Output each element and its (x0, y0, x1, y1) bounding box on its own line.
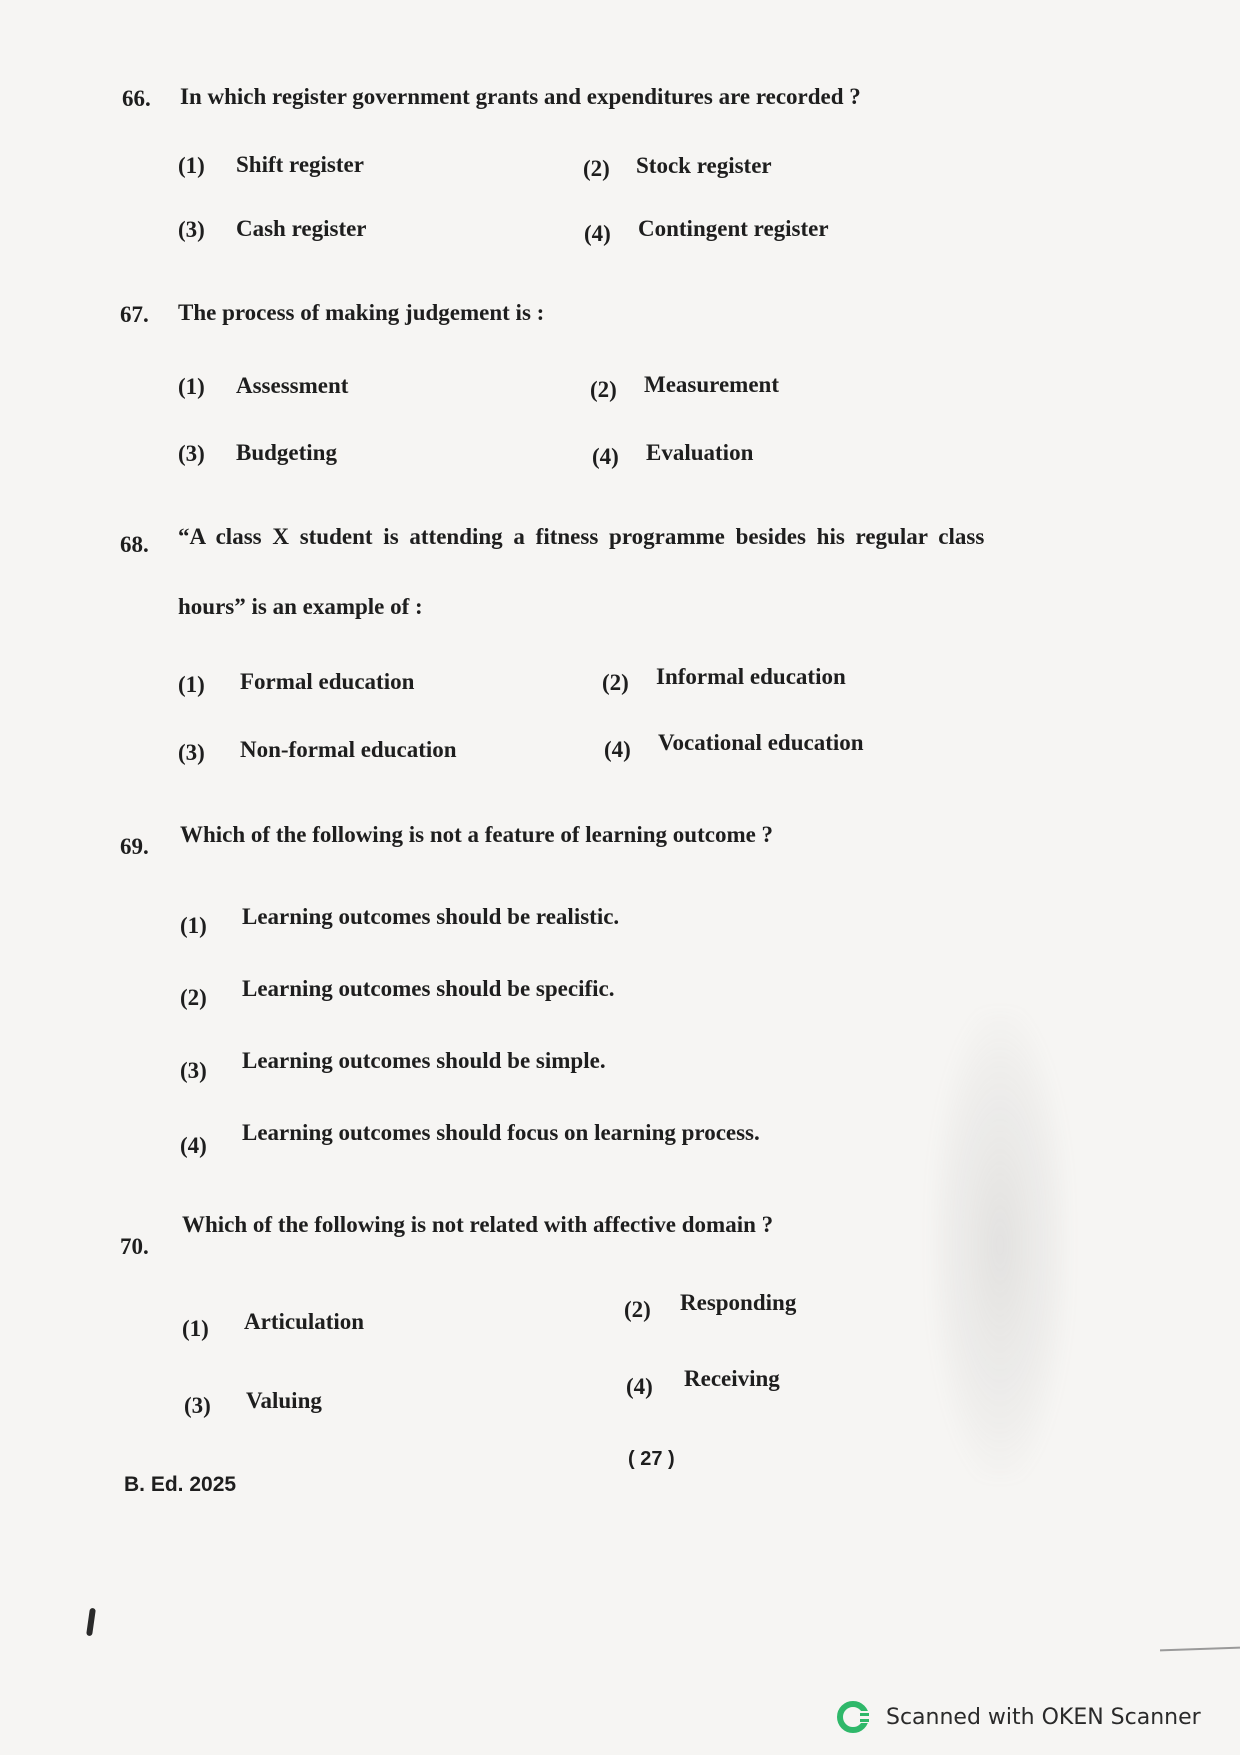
option-number: (1) (180, 913, 207, 938)
option-text: Learning outcomes should focus on learning process. (242, 1120, 760, 1145)
option-text: Non-formal education (240, 737, 457, 762)
option-number: (3) (184, 1393, 211, 1418)
option-number: (1) (178, 153, 205, 178)
option-text: Evaluation (646, 440, 754, 465)
option-text: Budgeting (236, 440, 337, 465)
option-text: Vocational education (658, 730, 864, 755)
option-number: (2) (180, 985, 207, 1010)
option-number: (2) (590, 377, 617, 402)
question-number: 70. (120, 1234, 149, 1259)
option-number: (4) (180, 1133, 207, 1158)
option-number: (1) (182, 1316, 209, 1341)
option-number: (3) (178, 740, 205, 765)
option-text: Learning outcomes should be simple. (242, 1048, 606, 1073)
option-text: Responding (680, 1290, 797, 1315)
question-number: 66. (122, 86, 151, 111)
question-text: In which register government grants and expenditures are recorded ? (180, 84, 861, 109)
option-text: Receiving (684, 1366, 780, 1391)
pen-mark (86, 1608, 96, 1637)
option-number: (4) (584, 221, 611, 246)
option-number: (4) (626, 1374, 653, 1399)
option-number: (2) (624, 1297, 651, 1322)
scan-smudge (930, 1010, 1070, 1480)
option-text: Shift register (236, 152, 364, 177)
option-text: Formal education (240, 669, 415, 694)
question-number: 67. (120, 302, 149, 327)
question-text-line-1: “A class X student is attending a fitness programme besides his regular class (178, 524, 985, 549)
question-number: 69. (120, 834, 149, 859)
option-text: Articulation (244, 1309, 365, 1334)
page-number: ( 27 ) (628, 1448, 675, 1470)
footer-exam-code: B. Ed. 2025 (124, 1473, 237, 1496)
option-number: (2) (583, 156, 610, 181)
option-text: Cash register (236, 216, 367, 241)
scanner-watermark-text: Scanned with OKEN Scanner (886, 1704, 1201, 1730)
option-number: (3) (178, 217, 205, 242)
option-number: (4) (604, 737, 631, 762)
option-number: (1) (178, 672, 205, 697)
option-number: (3) (180, 1058, 207, 1083)
scanner-watermark (836, 1697, 1201, 1737)
option-number: (4) (592, 444, 619, 469)
option-text: Measurement (644, 372, 779, 397)
option-text: Contingent register (638, 216, 829, 241)
option-number: (3) (178, 441, 205, 466)
question-text-line-2: hours” is an example of : (178, 594, 423, 619)
option-number: (1) (178, 374, 205, 399)
option-text: Stock register (636, 153, 772, 178)
question-text: Which of the following is not related with affective domain ? (182, 1212, 774, 1237)
option-number: (2) (602, 670, 629, 695)
option-text: Assessment (236, 373, 349, 398)
option-text: Learning outcomes should be realistic. (242, 904, 620, 929)
option-text: Valuing (246, 1388, 322, 1413)
option-text: Informal education (656, 664, 846, 689)
question-number: 68. (120, 532, 149, 557)
question-text: The process of making judgement is : (178, 300, 545, 325)
scan-edge-line (1160, 1647, 1240, 1652)
question-text: Which of the following is not a feature of learning outcome ? (180, 822, 774, 847)
oken-scanner-logo-icon (836, 1698, 874, 1736)
option-text: Learning outcomes should be specific. (242, 976, 615, 1001)
